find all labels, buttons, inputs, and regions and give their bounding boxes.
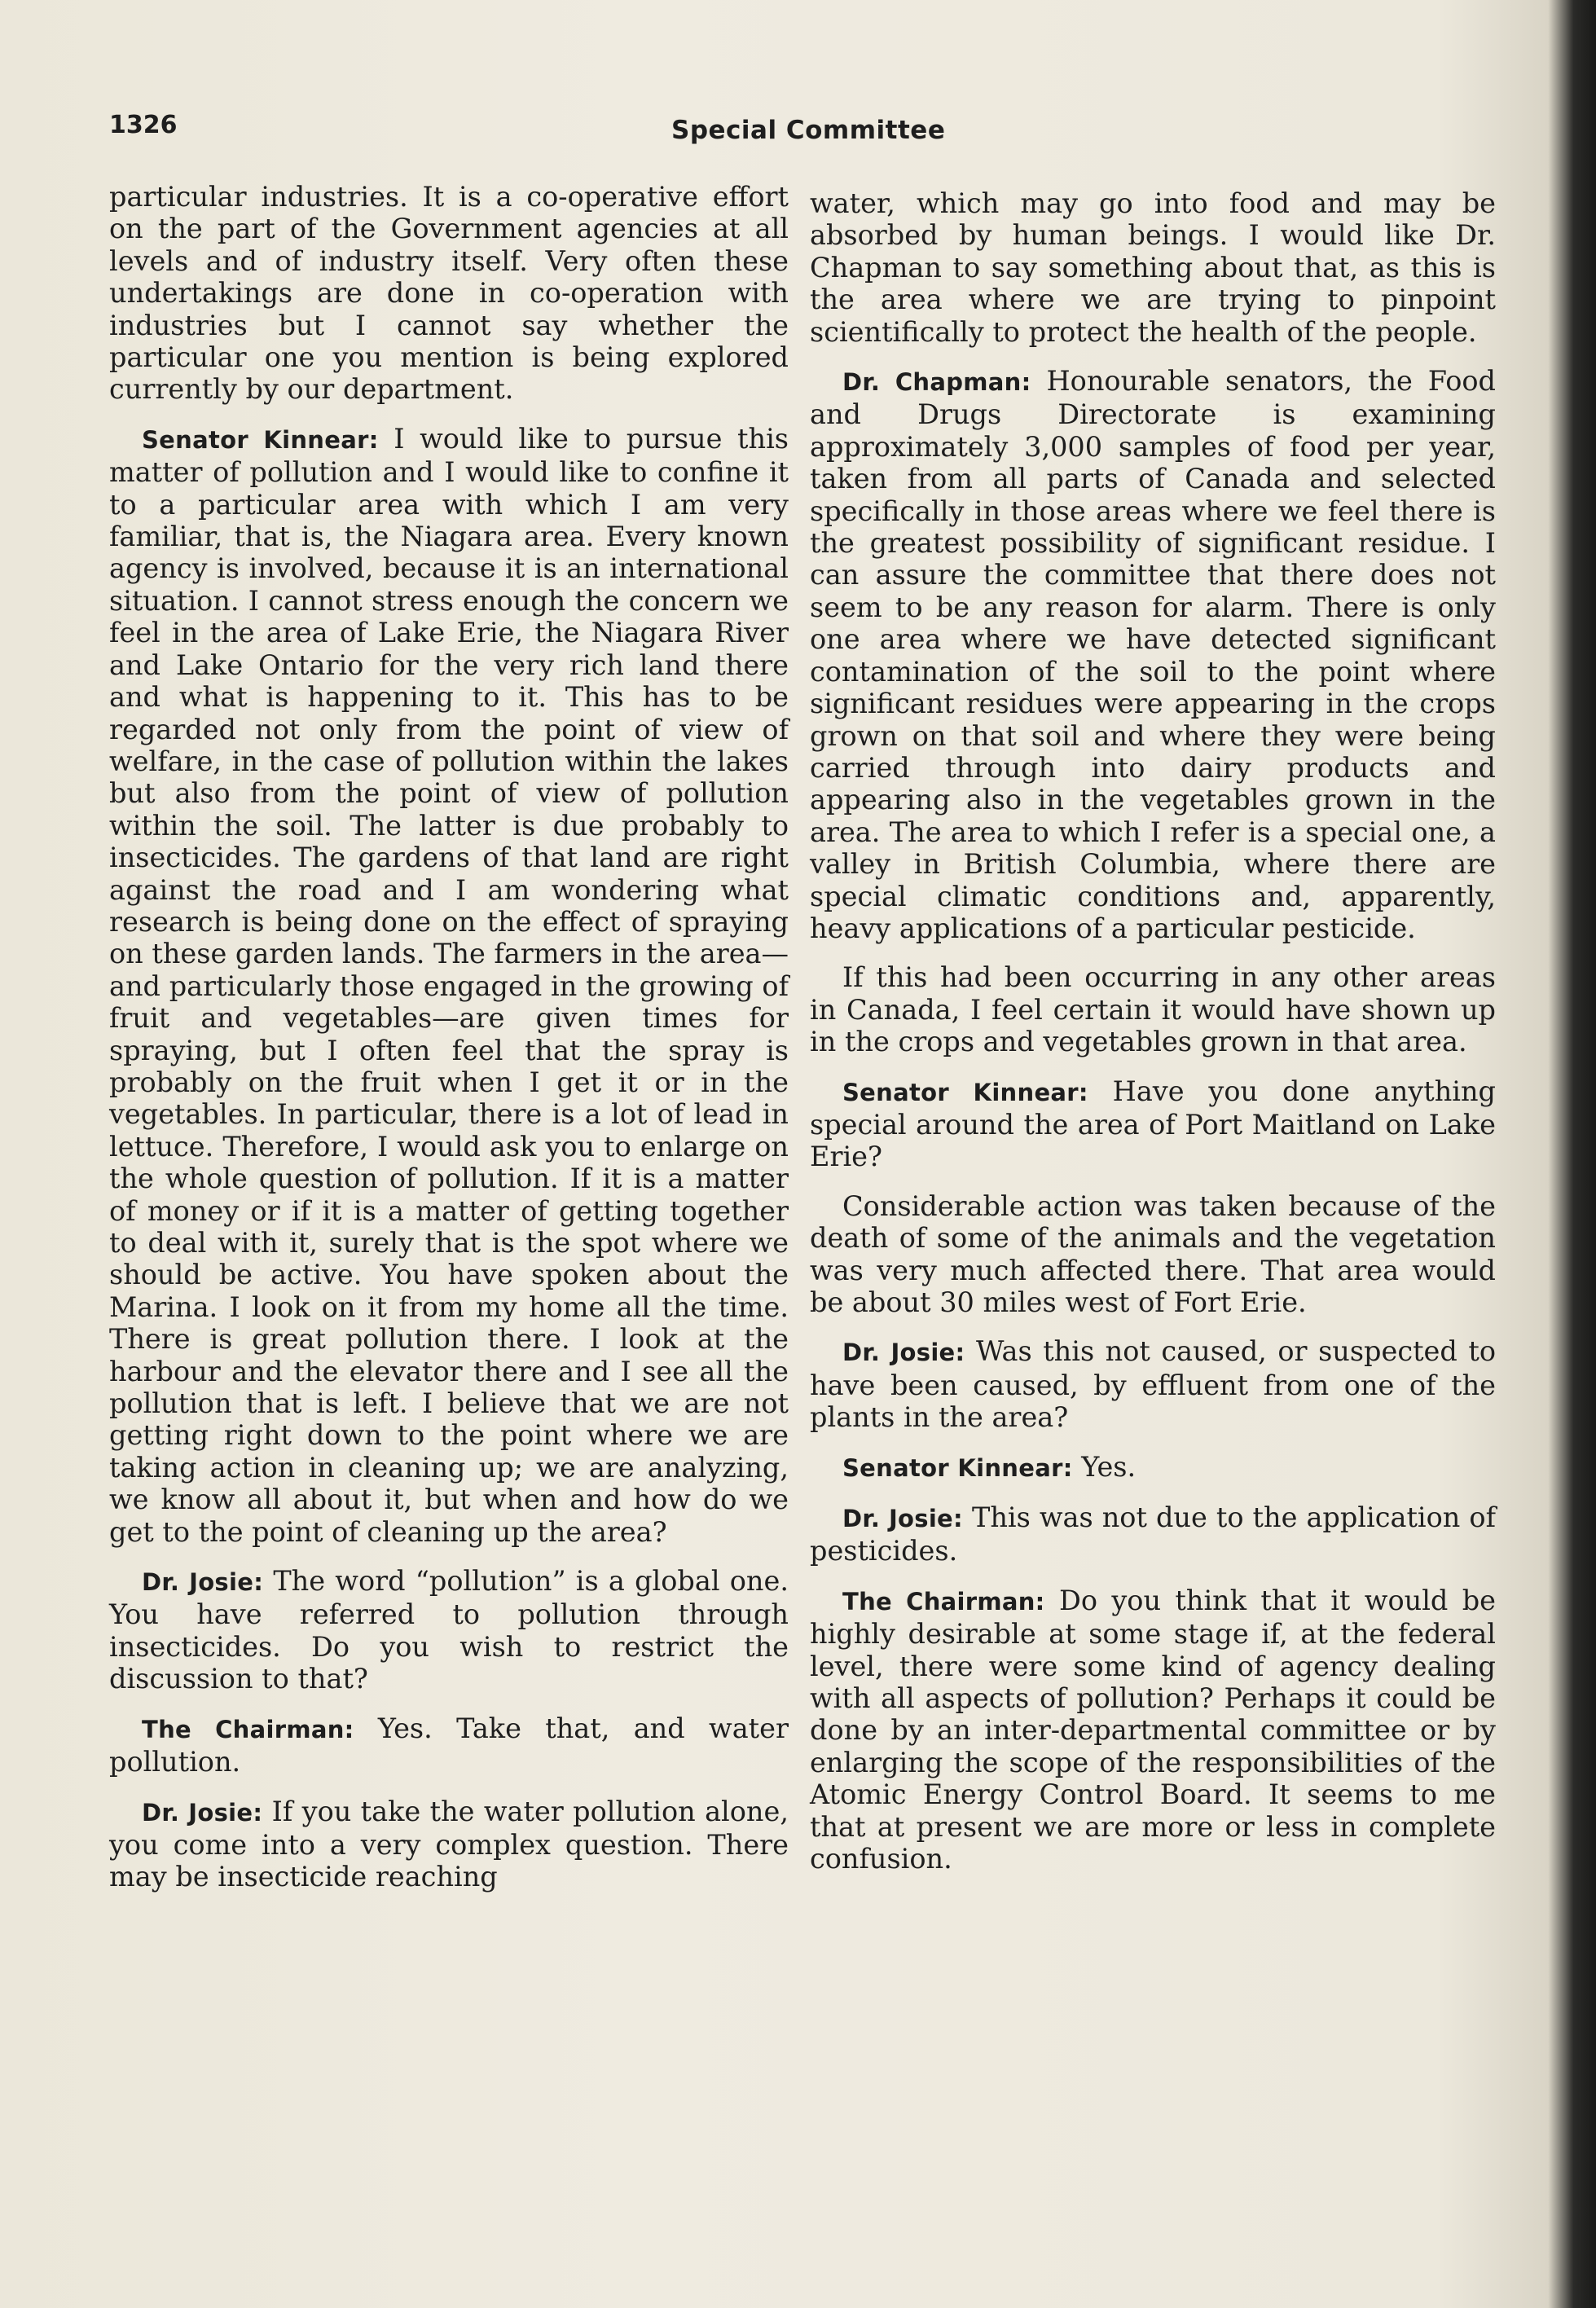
speaker-name: The Chairman: <box>142 1715 354 1743</box>
paragraph <box>109 181 789 406</box>
paragraph-text: Have you done anything special around the area of Port Maitland on Lake Erie? <box>810 1075 1496 1173</box>
paragraph-text: Do you think that it would be highly desirable at some stage if, at the federal level, there were some kind of agency dealing with all aspects of pollution? Perhaps it could be done by an inter-departmental committee or by enlarging the scope of the responsibilities of the Atomic Energy Control Board. It seems to me that at present we are more or less in complete confusion. <box>810 1584 1496 1875</box>
paragraph-text: Honourable senators, the Food and Drugs Directorate is examining approximately 3,000 samples of food per year, taken from all parts of Canada and selected specifically in those areas where we feel there is the greatest possibility of significant residue. I can assure the committee that there does not seem to be any reason for alarm. There is only one area where we have detected significant contamination of the soil to the point where significant residues were appearing in the crops grown on that soil and where they were being carried through into dairy products and appearing also in the vegetables grown in the area. The area to which I refer is a special one, a valley in British Columbia, where there are special climatic conditions and, apparently, heavy applications of a particular pesticide. <box>810 365 1496 944</box>
speaker-name: Senator Kinnear: <box>142 425 379 454</box>
paragraph-text: particular industries. It is a co-operative effort on the part of the Government agencies at all levels and of industry itself. Very often these undertakings are done in co-operation with industries but I cannot say whether the particular one you mention is being explored currently by our department. <box>109 181 789 406</box>
paragraph <box>810 1335 1496 1433</box>
paragraph <box>810 1585 1496 1875</box>
speaker-name: Dr. Josie: <box>142 1568 264 1597</box>
paragraph-text: Yes. <box>1081 1450 1137 1483</box>
speaker-name: The Chairman: <box>842 1587 1045 1616</box>
speaker-name: Senator Kinnear: <box>842 1453 1073 1482</box>
paragraph-text: The word “pollution” is a global one. You have referred to pollution through insecticides. Do you wish to restrict the discussion to that? <box>109 1565 789 1695</box>
paragraph <box>810 1501 1496 1567</box>
speaker-name: Dr. Josie: <box>842 1505 963 1533</box>
paragraph <box>810 961 1496 1057</box>
speaker-name: Dr. Josie: <box>142 1798 263 1827</box>
paragraph-text: If this had been occurring in any other areas in Canada, I feel certain it would have shown up in the crops and vegetables grown in that area. <box>810 961 1496 1058</box>
paragraph <box>810 365 1496 944</box>
page-header <box>109 111 1498 152</box>
paragraph-text: Was this not caused, or suspected to have been caused, by effluent from one of the plants in the area? <box>810 1335 1496 1434</box>
paragraph-text: This was not due to the application of pesticides. <box>810 1501 1496 1567</box>
paragraph <box>810 1075 1496 1173</box>
paragraph-text: If you take the water pollution alone, you come into a very complex question. There may be insecticide reaching <box>109 1795 789 1893</box>
paragraph <box>810 187 1496 348</box>
speaker-name: Senator Kinnear: <box>842 1078 1088 1106</box>
paragraph-text: Considerable action was taken because of the death of some of the animals and the vegetation was very much affected there. That area would be about 30 miles west of Fort Erie. <box>810 1189 1496 1318</box>
paragraph <box>109 1796 789 1893</box>
right-column <box>810 187 1496 1893</box>
paragraph-text: I would like to pursue this matter of pollution and I would like to confine it to a particular area with which I am very familiar, that is, the Niagara area. Every known agency is involved, because it is an international situation. I cannot stress enough the concern we feel in the area of Lake Erie, the Niagara River and Lake Ontario for the very rich land there and what is happening to it. This has to be regarded not only from the point of view of welfare, in the case of pollution within the lakes but also from the point of view of pollution within the soil. The latter is due probably to insecticides. The gardens of that land are right against the road and I am wondering what research is being done on the effect of spraying on these garden lands. The farmers in the area—and particularly those engaged in the growing of fruit and vegetables—are given times for spraying, but I often feel that the spray is probably on the fruit when I get it or in the vegetables. In particular, there is a lot of lead in lettuce. Therefore, I would ask you to enlarge on the whole question of pollution. If it is a matter of money or if it is a matter of getting together to deal with it, surely that is the spot where we should be active. You have spoken about the Marina. I look on it from my home all the time. There is great pollution there. I look at the harbour and the elevator there and I see all the pollution that is left. I believe that we are not getting right down to the point where we are taking action in cleaning up; we are analyzing, we know all about it, but when and how do we get to the point of cleaning up the area? <box>109 422 789 1548</box>
paragraph <box>810 1451 1496 1484</box>
paragraph <box>109 1712 789 1778</box>
paragraph <box>109 423 789 1548</box>
speaker-name: Dr. Josie: <box>842 1339 965 1367</box>
paragraph-text: Yes. Take that, and water pollution. <box>109 1712 789 1778</box>
paragraph-text: water, which may go into food and may be absorbed by human beings. I would like Dr. Chapman to say something about that, as this is the area where we are trying to pinpoint scientifically to protect the health of the people. <box>810 187 1496 348</box>
left-column <box>109 181 789 1910</box>
speaker-name: Dr. Chapman: <box>842 368 1031 397</box>
paragraph <box>109 1565 789 1695</box>
paragraph <box>810 1190 1496 1319</box>
page-number: 1326 <box>109 111 178 139</box>
running-head: Special Committee <box>671 116 946 145</box>
